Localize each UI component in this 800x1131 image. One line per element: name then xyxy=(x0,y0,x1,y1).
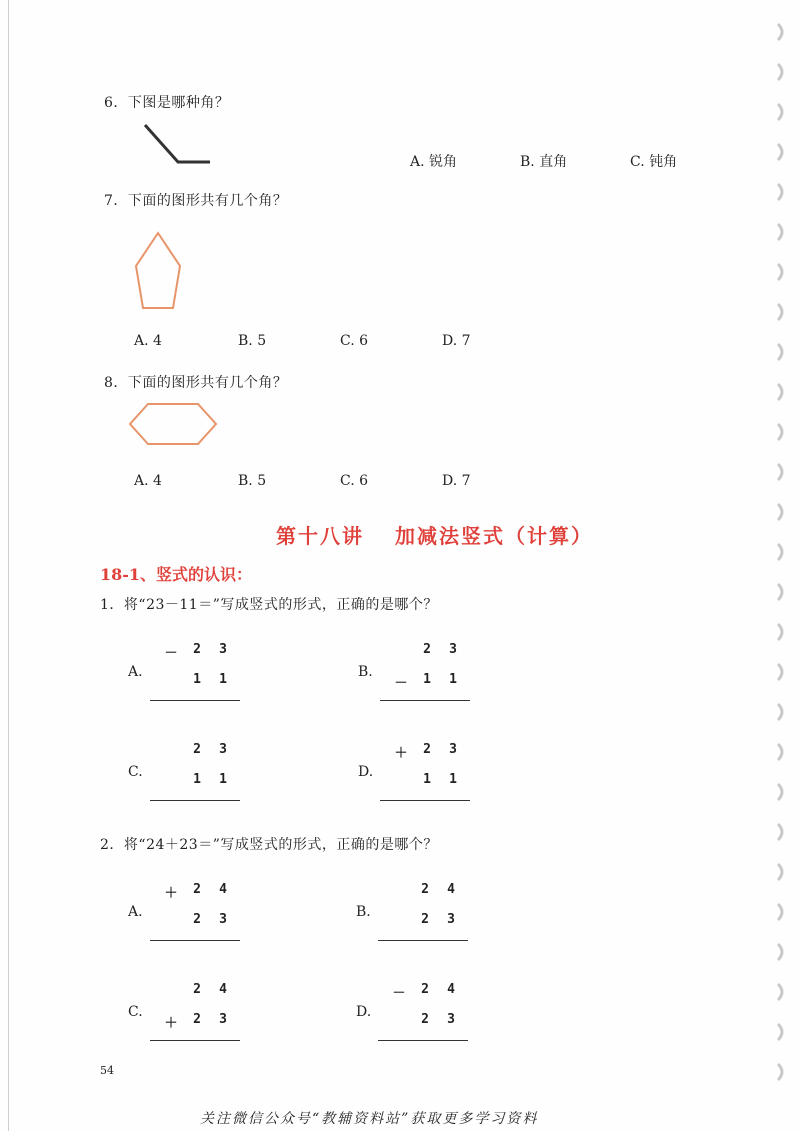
question-6: 6．下图是哪种角？ xyxy=(104,95,230,111)
bottom-row: 2 3 xyxy=(421,912,455,927)
q7-option-c[interactable]: C. 6 xyxy=(340,333,369,349)
q6-option-a[interactable]: A. 锐角 xyxy=(410,154,458,170)
choice-label: A. xyxy=(128,664,143,680)
bottom-row: ＋ 2 3 xyxy=(164,1012,227,1031)
bottom-row: 2 3 xyxy=(421,1012,455,1027)
top-row: － 2 3 xyxy=(164,642,227,661)
top-row: ＋ 2 4 xyxy=(164,882,227,901)
top-row: 2 4 xyxy=(421,882,455,897)
page-number: 54 xyxy=(100,1064,114,1077)
sum-line xyxy=(380,700,470,701)
p2-choice-c[interactable] xyxy=(128,982,248,1052)
top-row: 2 4 xyxy=(193,982,227,997)
bottom-row: 1 1 xyxy=(423,772,457,787)
sum-line xyxy=(380,800,470,801)
choice-label: D. xyxy=(356,1004,372,1020)
spiral-binding xyxy=(768,20,792,1100)
choice-label: C. xyxy=(128,1004,143,1020)
sum-line xyxy=(378,1040,468,1041)
sum-line xyxy=(150,1040,240,1041)
p1-choice-d[interactable] xyxy=(358,742,478,812)
choice-label: B. xyxy=(358,664,373,680)
choice-label: A. xyxy=(128,904,143,920)
choice-label: C. xyxy=(128,764,143,780)
q7-option-d[interactable]: D. 7 xyxy=(442,333,471,349)
p2-choice-a[interactable] xyxy=(128,882,248,952)
page-edge xyxy=(8,0,9,1131)
bottom-row: 1 1 xyxy=(193,672,227,687)
p1-choice-b[interactable] xyxy=(358,642,478,712)
problem-1: 1．将“23－11＝”写成竖式的形式，正确的是哪个？ xyxy=(100,597,438,613)
choice-label: D. xyxy=(358,764,374,780)
p2-choice-d[interactable] xyxy=(356,982,476,1052)
question-7: 7．下面的图形共有几个角？ xyxy=(104,193,288,209)
hexagon-figure xyxy=(126,400,220,448)
q7-option-b[interactable]: B. 5 xyxy=(238,333,267,349)
subsection-title: 18-1、竖式的认识： xyxy=(100,565,253,584)
footer-note: 关注微信公众号“教辅资料站”获取更多学习资料 xyxy=(200,1111,539,1127)
section-title: 第十八讲 加减法竖式（计算） xyxy=(276,524,593,548)
top-row: 2 3 xyxy=(193,742,227,757)
p1-choice-c[interactable] xyxy=(128,742,248,812)
sum-line xyxy=(150,940,240,941)
q8-option-d[interactable]: D. 7 xyxy=(442,473,471,489)
bottom-row: － 1 1 xyxy=(394,672,457,691)
top-row: － 2 4 xyxy=(392,982,455,1001)
question-8: 8．下面的图形共有几个角？ xyxy=(104,375,288,391)
q6-option-b[interactable]: B. 直角 xyxy=(520,154,568,170)
sum-line xyxy=(378,940,468,941)
p1-choice-a[interactable] xyxy=(128,642,248,712)
q8-option-b[interactable]: B. 5 xyxy=(238,473,267,489)
choice-label: B. xyxy=(356,904,371,920)
sum-line xyxy=(150,700,240,701)
bottom-row: 1 1 xyxy=(193,772,227,787)
sum-line xyxy=(150,800,240,801)
q6-option-c[interactable]: C. 钝角 xyxy=(630,154,678,170)
top-row: ＋ 2 3 xyxy=(394,742,457,761)
q7-option-a[interactable]: A. 4 xyxy=(134,333,162,349)
pentagon-figure xyxy=(130,228,186,314)
q8-option-a[interactable]: A. 4 xyxy=(134,473,162,489)
p2-choice-b[interactable] xyxy=(356,882,476,952)
bottom-row: 2 3 xyxy=(193,912,227,927)
top-row: 2 3 xyxy=(423,642,457,657)
q8-option-c[interactable]: C. 6 xyxy=(340,473,369,489)
problem-2: 2．将“24＋23＝”写成竖式的形式，正确的是哪个？ xyxy=(100,837,438,853)
obtuse-angle-figure xyxy=(140,120,215,170)
